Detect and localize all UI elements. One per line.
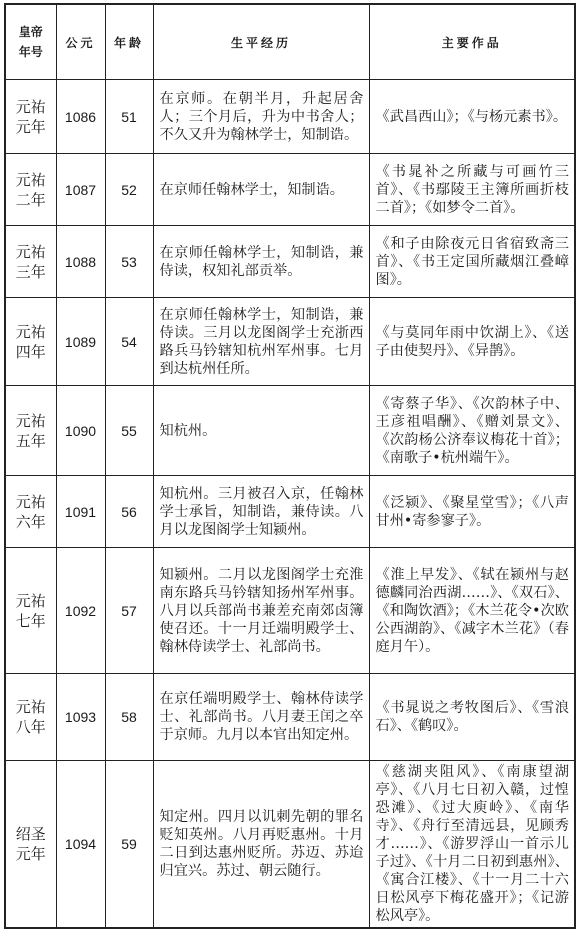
header-works: 主要作品 (369, 4, 575, 80)
age-cell: 54 (105, 298, 153, 386)
header-life: 生平经历 (153, 4, 369, 80)
reign-line2: 元年 (15, 845, 46, 863)
header-reign-line2: 年号 (18, 45, 43, 59)
reign-line1: 元祐 (15, 242, 46, 261)
year-cell: 1091 (56, 476, 105, 548)
reign-line1: 元祐 (15, 591, 46, 610)
life-cell: 知定州。四月以讥刺先朝的罪名贬知英州。八月再贬惠州。十月二日到达惠州贬所。苏迈、苏迨归宜兴。苏过、朝云随行。 (153, 761, 369, 929)
reign-cell (5, 298, 56, 386)
table-row (5, 226, 575, 298)
reign-line2: 七年 (15, 611, 46, 630)
reign-line1: 绍圣 (15, 825, 46, 843)
year-cell: 1092 (56, 548, 105, 674)
year-cell: 1089 (56, 298, 105, 386)
life-cell: 在京师。在朝半月，升起居舍人；三个月后，升为中书舍人；不久又升为翰林学士，知制诰。 (153, 80, 369, 154)
reign-cell (5, 761, 56, 929)
reign-cell (5, 154, 56, 226)
works-cell: 《淮上早发》、《轼在颍州与赵德麟同治西湖……》、《双石》、《和陶饮酒》；《木兰花令•次欧公西湖韵》、《减字木兰花》（春庭月午）。 (369, 548, 575, 674)
life-cell: 在京师任翰林学士，知制诰，兼侍读，权知礼部贡举。 (153, 226, 369, 298)
header-age: 年龄 (105, 4, 153, 80)
table-body (5, 80, 575, 929)
age-cell: 59 (105, 761, 153, 929)
reign-cell (5, 80, 56, 154)
life-cell: 在京师任翰林学士，知制诰，兼侍读。三月以龙图阁学士充浙西路兵马钤辖知杭州军州事。七月到达杭州任所。 (153, 298, 369, 386)
year-cell: 1094 (56, 761, 105, 929)
reign-line2: 八年 (15, 718, 46, 736)
works-cell: 《与莫同年雨中饮湖上》、《送子由使契丹》、《异鹊》。 (369, 298, 575, 386)
age-cell: 58 (105, 674, 153, 761)
age-cell: 51 (105, 80, 153, 154)
life-cell: 在京任端明殿学士、翰林侍读学士、礼部尚书。八月妻王闰之卒于京师。九月以本官出知定州。 (153, 674, 369, 761)
works-cell: 《泛颍》、《聚星堂雪》；《八声甘州•寄参寥子》。 (369, 476, 575, 548)
header-reign-line1: 皇帝 (18, 25, 43, 39)
life-cell: 知颍州。二月以龙图阁学士充淮南东路兵马钤辖知扬州军州事。八月以兵部尚书兼差充南郊卤簿使召还。十一月迁端明殿学士、翰林侍读学士、礼部尚书。 (153, 548, 369, 674)
table-row (5, 476, 575, 548)
age-cell: 52 (105, 154, 153, 226)
table-row (5, 298, 575, 386)
table-row (5, 548, 575, 674)
reign-line1: 元祐 (15, 97, 46, 116)
reign-cell (5, 548, 56, 674)
header-reign (5, 4, 56, 80)
reign-cell (5, 226, 56, 298)
reign-line2: 五年 (15, 431, 46, 450)
age-cell: 56 (105, 476, 153, 548)
table-row (5, 761, 575, 929)
table-row (5, 80, 575, 154)
age-cell: 55 (105, 386, 153, 476)
works-cell: 《书晁说之考牧图后》、《雪浪石》、《鹤叹》。 (369, 674, 575, 761)
table-row (5, 386, 575, 476)
works-cell: 《慈湖夹阻风》、《南康望湖亭》、《八月七日初入赣，过惶恐滩》、《过大庾岭》、《南华寺》、《舟行至清远县，见顾秀才……》、《游罗浮山一首示儿子过》、《十月二日初到惠州》、《寓合江楼》、《十一月二十六日松风亭下梅花盛开》；《记游松风亭》。 (369, 761, 575, 929)
chronology-table-wrapper (4, 3, 576, 929)
year-cell: 1090 (56, 386, 105, 476)
works-cell: 《书晁补之所藏与可画竹三首》、《书鄢陵王主簿所画折枝二首》；《如梦令二首》。 (369, 154, 575, 226)
works-cell: 《和子由除夜元日省宿致斋三首》、《书王定国所藏烟江叠嶂图》。 (369, 226, 575, 298)
works-cell: 《武昌西山》；《与杨元素书》。 (369, 80, 575, 154)
reign-line2: 二年 (15, 190, 46, 209)
age-cell: 53 (105, 226, 153, 298)
reign-line1: 元祐 (15, 322, 46, 341)
year-cell: 1086 (56, 80, 105, 154)
year-cell: 1093 (56, 674, 105, 761)
year-cell: 1088 (56, 226, 105, 298)
year-cell: 1087 (56, 154, 105, 226)
table-header (5, 4, 575, 80)
reign-line1: 元祐 (15, 170, 46, 189)
life-cell: 知杭州。三月被召入京，任翰林学士承旨，知制诰，兼侍读。八月以龙图阁学士知颍州。 (153, 476, 369, 548)
header-row (5, 4, 575, 80)
life-cell: 在京师任翰林学士，知制诰。 (153, 154, 369, 226)
reign-line2: 三年 (15, 262, 46, 281)
life-cell: 知杭州。 (153, 386, 369, 476)
chronology-table (4, 3, 576, 929)
table-row (5, 154, 575, 226)
reign-cell (5, 674, 56, 761)
reign-line2: 六年 (15, 512, 46, 531)
reign-cell (5, 476, 56, 548)
reign-line1: 元祐 (15, 698, 46, 716)
table-row (5, 674, 575, 761)
header-year: 公元 (56, 4, 105, 80)
age-cell: 57 (105, 548, 153, 674)
reign-line1: 元祐 (15, 411, 46, 430)
reign-cell (5, 386, 56, 476)
works-cell: 《寄蔡子华》、《次韵林子中、王彦祖唱酬》、《赠刘景文》、《次韵杨公济奉议梅花十首》；《南歌子•杭州端午》。 (369, 386, 575, 476)
reign-line2: 四年 (15, 342, 46, 361)
reign-line1: 元祐 (15, 492, 46, 511)
reign-line2: 元年 (15, 117, 46, 136)
